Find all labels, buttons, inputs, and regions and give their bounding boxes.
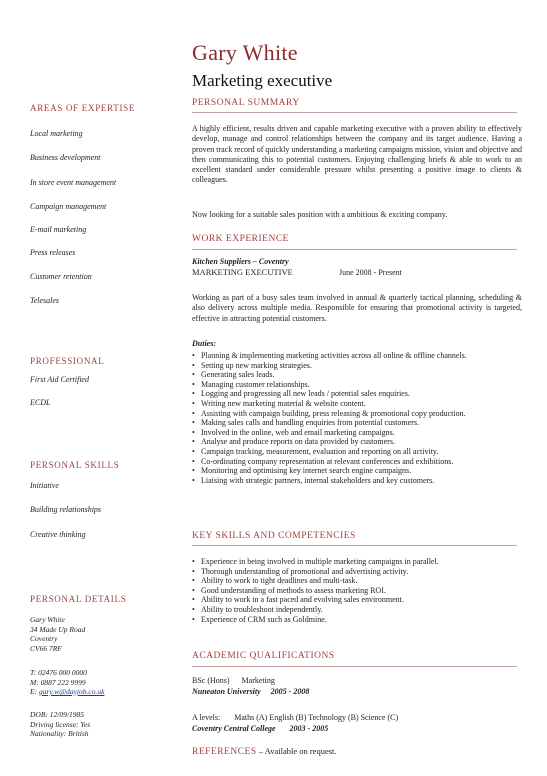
list-item: Initiative	[30, 481, 59, 490]
list-item: • Experience of CRM such as Goldmine.	[192, 615, 439, 625]
position-dates: June 2008 - Present	[339, 268, 402, 277]
list-item: • Managing customer relationships.	[192, 380, 467, 390]
college: Coventry Central College 2003 - 2005	[192, 724, 329, 733]
section-divider	[192, 666, 517, 667]
telephone: T: 02476 000 0000	[30, 668, 87, 677]
email-line	[30, 687, 104, 697]
work-experience-heading: WORK EXPERIENCE	[192, 234, 289, 244]
list-item: Local marketing	[30, 129, 83, 138]
driving-license: Driving license: Yes	[30, 719, 91, 729]
job-description: Working as part of a busy sales team involved in annual & quarterly tactical planning, scheduling & also delivery across multiple media. Responsible for ensuring that promotional activity is targeted, effective in attracting potential customers.	[192, 293, 522, 323]
list-item: • Ability to work to tight deadlines and multi-task.	[192, 576, 439, 586]
nationality: Nationality: British	[30, 729, 89, 738]
a-levels: A levels: Maths (A) English (B) Technology (B) Science (C)	[192, 713, 399, 722]
list-item: • Ability to troubleshoot independently.	[192, 605, 439, 615]
references-text: – Available on request.	[256, 746, 337, 756]
list-item: In store event management	[30, 178, 117, 187]
list-item: • Making sales calls and handling enquiries from potential customers.	[192, 418, 467, 428]
list-item: • Involved in the online, web and email marketing campaigns.	[192, 428, 467, 438]
references-line	[192, 746, 337, 757]
address-line: CV66 7RF	[30, 643, 62, 653]
professional-heading: PROFESSIONAL	[30, 356, 105, 366]
duties-list	[192, 351, 467, 485]
list-item: Customer retention	[30, 272, 92, 281]
section-divider	[192, 545, 517, 546]
contact-block	[30, 668, 104, 697]
personal-details-heading: PERSONAL DETAILS	[30, 594, 127, 604]
list-item: • Analyse and produce reports on data provided by customers.	[192, 437, 467, 447]
list-item: Creative thinking	[30, 530, 86, 539]
candidate-name: Gary White	[192, 40, 298, 65]
email-link[interactable]: gary.w@dayjob.co.uk	[38, 687, 105, 696]
references-heading: REFERENCES	[192, 747, 257, 757]
summary-text: A highly efficient, results driven and capable marketing executive with a proven ability to effectively develop, manage and control relationships between the company and its target audience. Having a proven track record of quickly understanding a marketing campaigns mission, vision and objective and then communicating this to potential customers. Enjoying challenging briefs & able to work to an excellent standard under considerable pressure whilst presenting a positive image to clients & colleagues.	[192, 124, 522, 185]
list-item: Building relationships	[30, 505, 102, 514]
duties-label: Duties:	[192, 339, 216, 348]
list-item: Press releases	[30, 248, 76, 257]
section-divider	[192, 249, 517, 250]
email-label: E:	[30, 687, 38, 696]
list-item: • Liaising with strategic partners, internal stakeholders and key customers.	[192, 476, 467, 486]
list-item: • Ability to work in a fast paced and evolving sales environment.	[192, 595, 439, 605]
list-item: • Setting up new marking strategies.	[192, 361, 467, 371]
address-line: Gary White	[30, 615, 65, 624]
expertise-heading: AREAS OF EXPERTISE	[30, 103, 136, 113]
key-skills-heading: KEY SKILLS AND COMPETENCIES	[192, 531, 356, 541]
address-block	[30, 615, 85, 653]
list-item: • Campaign tracking, measurement, evaluation and reporting on all activity.	[192, 447, 467, 457]
list-item: Business development	[30, 153, 101, 162]
list-item: • Generating sales leads.	[192, 370, 467, 380]
list-item: • Thorough understanding of promotional and advertising activity.	[192, 567, 439, 577]
list-item: • Experience in being involved in multiple marketing campaigns in parallel.	[192, 557, 439, 567]
list-item: • Assisting with campaign building, press releasing & promotional copy production.	[192, 409, 467, 419]
key-skills-list	[192, 557, 439, 624]
address-line: 34 Made Up Road	[30, 624, 86, 634]
section-divider	[192, 112, 517, 113]
list-item: • Co-ordinating company representation at relevant conferences and exhibitions.	[192, 457, 467, 467]
list-item: First Aid Certified	[30, 375, 89, 384]
dob: DOB: 12/09/1985	[30, 710, 84, 719]
employer: Kitchen Suppliers – Coventry	[192, 257, 289, 266]
list-item: • Monitoring and optimising key internet search engine campaigns.	[192, 466, 467, 476]
address-line: Coventry	[30, 634, 58, 643]
summary-heading: PERSONAL SUMMARY	[192, 98, 300, 108]
list-item: • Planning & implementing marketing activities across all online & offline channels.	[192, 351, 467, 361]
university: Nuneaton University 2005 - 2008	[192, 687, 310, 696]
mobile: M: 0887 222 9999	[30, 677, 86, 687]
misc-details	[30, 710, 90, 739]
list-item: • Writing new marketing material & website content.	[192, 399, 467, 409]
academic-heading: ACADEMIC QUALIFICATIONS	[192, 651, 335, 661]
position-title: MARKETING EXECUTIVE	[192, 267, 293, 277]
list-item: Telesales	[30, 296, 60, 305]
degree: BSc (Hons) Marketing	[192, 676, 275, 685]
list-item: • Logging and progressing all new leads / potential sales enquiries.	[192, 389, 467, 399]
list-item: Campaign management	[30, 202, 107, 211]
list-item: E-mail marketing	[30, 225, 87, 234]
summary-looking: Now looking for a suitable sales position with a ambitious & exciting company.	[192, 210, 448, 219]
list-item: ECDL	[30, 398, 51, 407]
personal-skills-heading: PERSONAL SKILLS	[30, 460, 120, 470]
job-title: Marketing executive	[192, 71, 333, 90]
list-item: • Good understanding of methods to assess marketing ROI.	[192, 586, 439, 596]
